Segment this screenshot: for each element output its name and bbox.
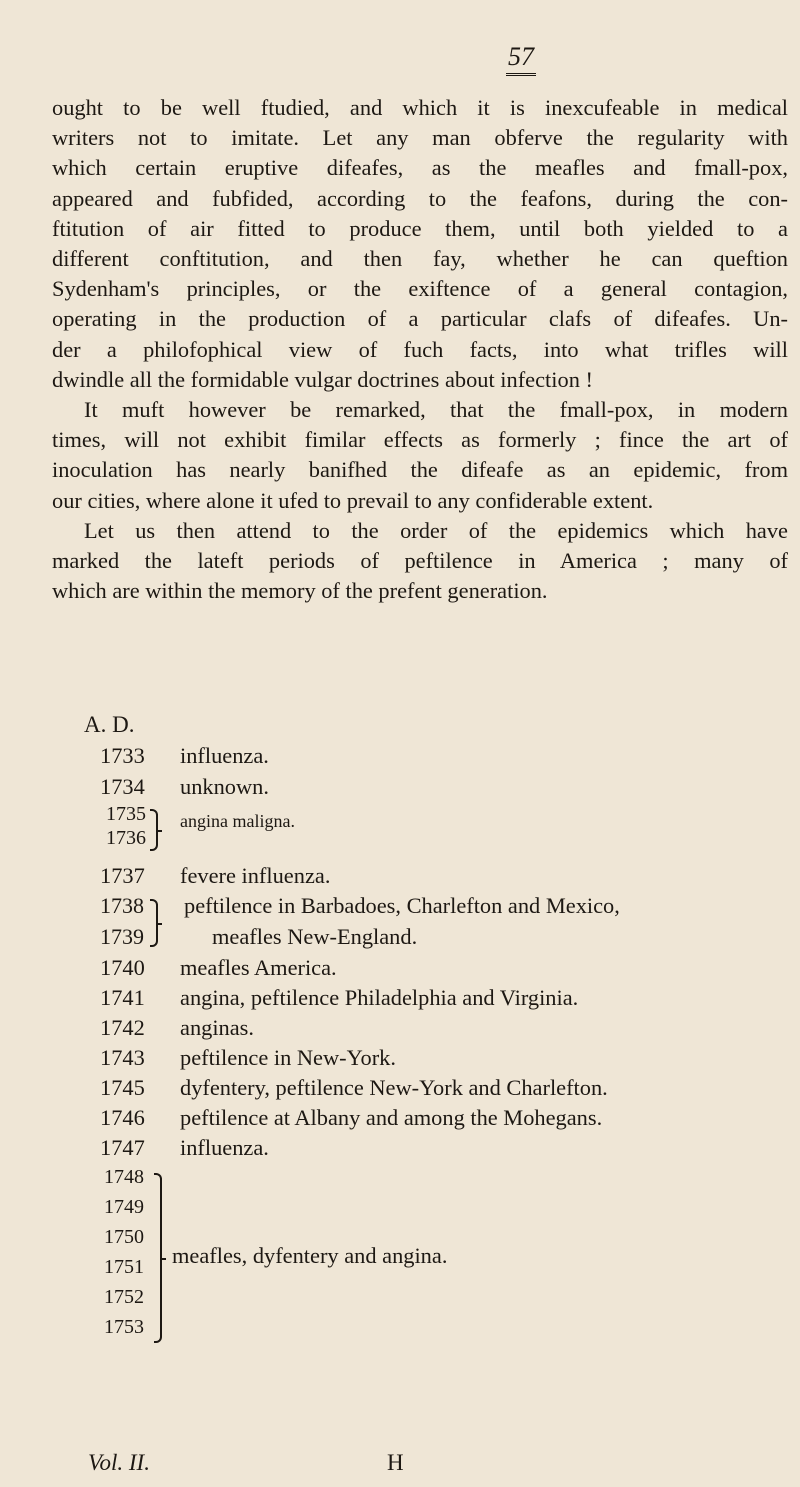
text-line: our cities, where alone it ufed to prevail to any confiderable extent. [52, 487, 654, 513]
entry-year: 1747 [100, 1135, 145, 1160]
entry-year: 1740 [100, 955, 145, 980]
entry-year: 1746 [100, 1105, 145, 1130]
entry-text: peftilence in Barbadoes, Charlefton and Mexico, [184, 893, 620, 918]
entry-text: anginas. [180, 1015, 254, 1040]
entry-text: meafles, dyfentery and angina. [172, 1243, 448, 1268]
entry-year: 1742 [100, 1015, 145, 1040]
text-line: It muft however be remarked, that the fmall-pox, in modern [84, 397, 788, 423]
text-line: Sydenham's principles, or the exiftence of a general contagion, [52, 276, 788, 302]
entry-text: meafles America. [180, 955, 337, 980]
text-line: Let us then attend to the order of the epidemics which have [84, 517, 788, 543]
text-line: which are within the memory of the prefent generation. [52, 578, 548, 604]
list-item [100, 983, 578, 1013]
list-item [100, 953, 337, 983]
entry-year: 1743 [100, 1045, 145, 1070]
text-line: writers not to imitate. Let any man obferve the regularity with [52, 125, 788, 151]
volume-footer: Vol. II. [88, 1450, 150, 1475]
list-item [100, 772, 269, 802]
text-line: different conftitution, and then fay, whether he can queftion [52, 246, 788, 272]
entry-year: 1735 [106, 803, 146, 825]
list-item [100, 1073, 608, 1103]
text-line: der a philofophical view of fuch facts, into what trifles will [52, 336, 788, 362]
list-item [100, 861, 330, 891]
entry-year: 1749 [104, 1196, 144, 1218]
entry-year: 1738 [100, 893, 144, 918]
page-number: 57 [506, 43, 536, 76]
entry-text: angina, peftilence Philadelphia and Virginia. [180, 985, 579, 1010]
brace [150, 809, 158, 851]
paragraph-3 [52, 516, 788, 607]
entry-year: 1748 [104, 1166, 144, 1188]
ad-heading: A. D. [84, 712, 135, 737]
text-line: times, will not exhibit fimilar effects as formerly ; fince the art of [52, 427, 788, 453]
text-line: ftitution of air fitted to produce them, until both yielded to a [52, 215, 788, 241]
text-line: appeared and fubfided, according to the feafons, during the con- [52, 185, 788, 211]
entry-year: 1750 [104, 1226, 144, 1248]
entry-year: 1753 [104, 1316, 144, 1338]
list-item [100, 1013, 254, 1043]
brace [150, 899, 158, 947]
text-line: ought to be well ftudied, and which it is inexcufeable in medical [52, 95, 788, 120]
paragraph-1 [52, 93, 788, 395]
entry-year: 1745 [100, 1075, 145, 1100]
entry-text: meafles New-England. [212, 924, 418, 949]
entry-text: peftilence in New-York. [180, 1045, 396, 1070]
entry-text: dyfentery, peftilence New-York and Charlefton. [180, 1075, 608, 1100]
signature-mark: H [387, 1450, 404, 1475]
entry-year: 1752 [104, 1286, 144, 1308]
list-item [100, 741, 269, 771]
brace [154, 1173, 162, 1343]
body-text [52, 93, 788, 606]
entry-text: angina maligna. [180, 811, 295, 831]
entry-year: 1751 [104, 1256, 144, 1278]
text-line: operating in the production of a particular clafs of difeafes. Un- [52, 306, 788, 332]
entry-year: 1734 [100, 774, 145, 799]
paragraph-2 [52, 395, 788, 516]
entry-text: influenza. [180, 1135, 269, 1160]
text-line: which certain eruptive difeafes, as the meafles and fmall-pox, [52, 155, 788, 181]
list-item [100, 1103, 602, 1133]
list-item [100, 1043, 396, 1073]
entry-year: 1739 [100, 924, 144, 949]
entry-year: 1737 [100, 863, 145, 888]
text-line: dwindle all the formidable vulgar doctrines about infection ! [52, 366, 593, 392]
entry-year: 1736 [106, 827, 146, 849]
text-line: inoculation has nearly banifhed the difeafe as an epidemic, from [52, 457, 788, 483]
entry-year: 1741 [100, 985, 145, 1010]
entry-text: influenza. [180, 743, 269, 768]
text-line: marked the lateft periods of peftilence in America ; many of [52, 548, 788, 574]
entry-text: unknown. [180, 774, 269, 799]
entry-text: peftilence at Albany and among the Mohegans. [180, 1105, 603, 1130]
entry-year: 1733 [100, 743, 145, 768]
list-item [100, 1133, 269, 1163]
entry-text: fevere influenza. [180, 863, 331, 888]
